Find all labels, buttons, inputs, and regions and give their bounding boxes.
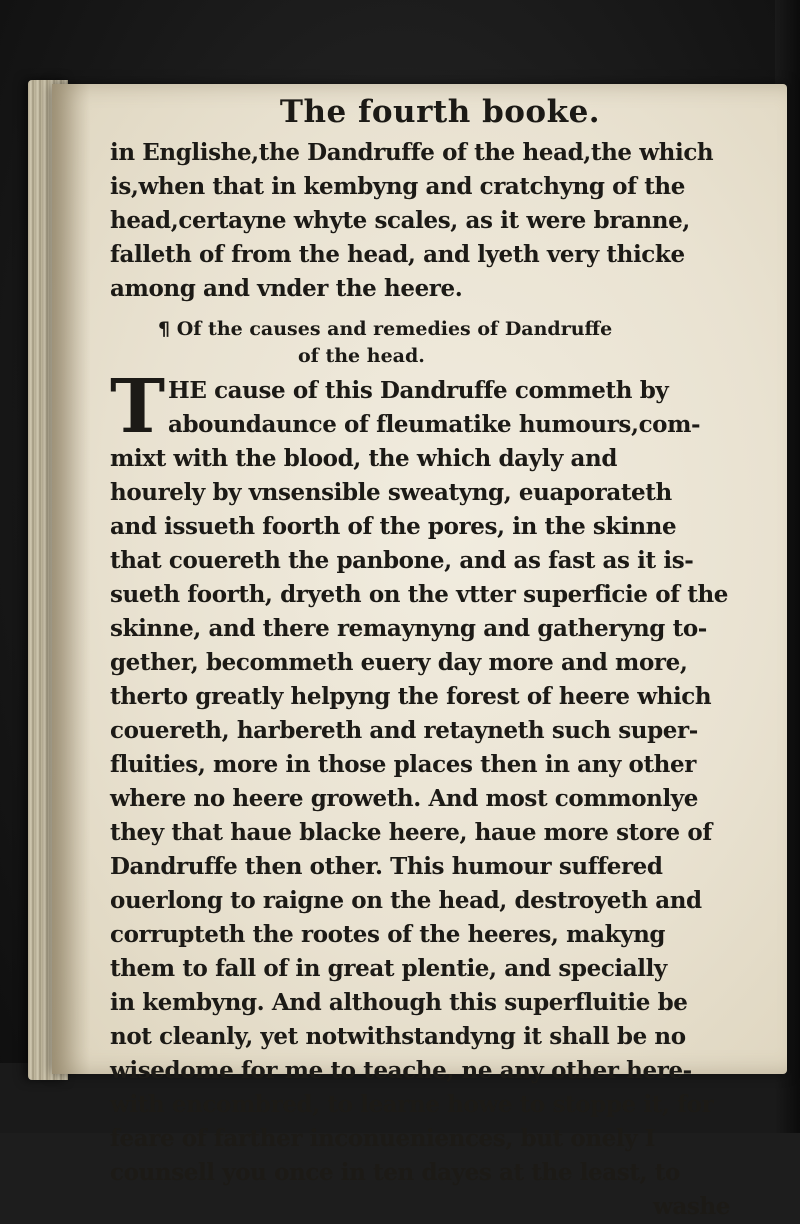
text-line: corrupteth the rootes of the heeres, makyng [110,921,666,948]
page-text [110,92,750,1224]
text-line: couereth, harbereth and retayneth such super- [110,717,698,744]
text-line: that couereth the panbone, and as fast as it is- [110,547,694,574]
intro-lines [110,136,750,306]
text-line: in kembyng. And although this superfluitie be [110,989,688,1016]
text-line: and issueth foorth of the pores, in the skinne [110,513,677,540]
running-head: The fourth booke. [279,94,601,130]
section-heading-line2: of the head. [298,345,425,367]
drop-cap: T [110,364,166,450]
text-line: among and vnder the heere. [110,275,463,302]
text-line: aboundaunce of fleumatike humours,com- [168,411,701,438]
text-line: with encombred, to learne howe to stoppe it, for [110,1091,714,1118]
section-heading-line1: Of the causes and remedies of Dandruffe [176,318,613,340]
text-line: ouerlong to raigne on the head, destroyeth and [110,887,702,914]
text-line: therto greatly helpyng the forest of heere which [110,683,712,710]
pilcrow-icon: ¶ [158,318,171,340]
text-line: sueth foorth, dryeth on the vtter superficie of the [110,581,729,608]
text-line: falleth of from the head, and lyeth very thicke [110,241,685,268]
text-line: gether, becommeth euery day more and more, [110,649,688,676]
text-line: wisedome for me to teache, ne any other here- [110,1057,692,1084]
text-line: they that haue blacke heere, haue more store of [110,819,712,846]
text-line: where no heere groweth. And most commonlye [110,785,698,812]
text-line: skinne, and there remaynyng and gatheryng to- [110,615,707,642]
text-line: them to fall of in great plentie, and specially [110,955,667,982]
text-line: fluities, more in those places then in any other [110,751,696,778]
text-line: feare of farther inconueniences, but onely I [110,1125,656,1152]
section-heading [158,316,750,343]
text-line: not cleanly, yet notwithstandyng it shall be no [110,1023,686,1050]
text-line: is,when that in kembyng and cratchyng of the [110,173,685,200]
catchword: washe [652,1193,730,1220]
text-line: Dandruffe then other. This humour suffered [110,853,663,880]
text-line: counsell you once in ten dayes at the least, to [110,1159,680,1186]
text-line: mixt with the blood, the which dayly and [110,445,618,472]
text-line: in Englishe,the Dandruffe of the head,the which [110,139,714,166]
text-line: hourely by vnsensible sweatyng, euaporateth [110,479,672,506]
text-line: HE cause of this Dandruffe commeth by [168,377,669,404]
main-paragraph [110,364,750,1190]
text-line: head,certayne whyte scales, as it were branne, [110,207,690,234]
